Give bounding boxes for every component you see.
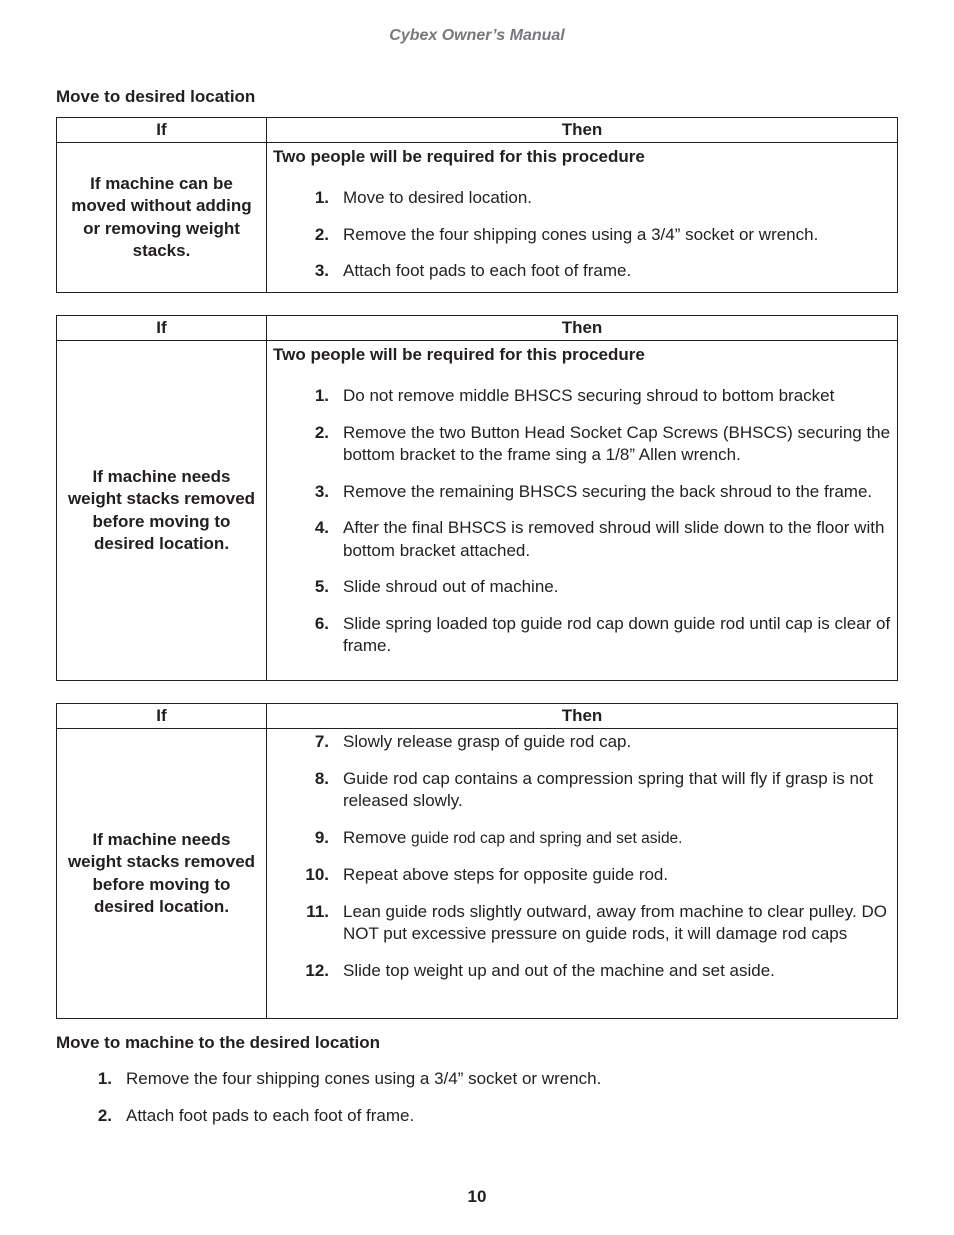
step-text-small: guide rod cap and spring and set aside. [411, 829, 683, 847]
step-text: Slide top weight up and out of the machine and set aside. [343, 960, 775, 980]
step-list [273, 187, 891, 283]
step-number: 2. [314, 224, 329, 244]
step-text: Slowly release grasp of guide rod cap. [343, 732, 632, 751]
step-number: 4. [314, 518, 329, 537]
step-number: 6. [314, 613, 329, 633]
list-item [273, 481, 891, 504]
procedure-table-2 [56, 315, 898, 681]
step-text: Remove the four shipping cones using a 3/4” socket or wrench. [343, 224, 819, 244]
list-item [273, 827, 891, 851]
list-item [273, 731, 891, 754]
step-number: 2. [97, 1106, 112, 1125]
column-header-then: Then [267, 316, 898, 341]
if-condition: If machine needs weight stacks removed before moving to desired location. [57, 341, 267, 681]
step-text: Slide spring loaded top guide rod cap down guide rod until cap is clear of frame. [343, 613, 891, 655]
procedure-note: Two people will be required for this procedure [273, 147, 645, 166]
final-step-list [56, 1068, 898, 1127]
step-number: 3. [314, 261, 329, 280]
list-item [273, 768, 891, 813]
step-text: Attach foot pads to each foot of frame. [126, 1106, 415, 1125]
list-item [273, 260, 891, 283]
section-heading-machine: Move to machine to the desired location [56, 1033, 380, 1052]
column-header-then: Then [267, 704, 898, 729]
then-cell [267, 729, 898, 1019]
step-text: Guide rod cap contains a compression spring that will fly if grasp is not released slowly. [343, 768, 874, 810]
list-item [273, 960, 891, 983]
list-item [273, 385, 891, 408]
step-text: Remove [343, 827, 407, 847]
column-header-if: If [57, 118, 267, 143]
then-cell [267, 143, 898, 293]
column-header-then: Then [267, 118, 898, 143]
step-list [273, 385, 891, 658]
step-number: 1. [314, 386, 329, 405]
step-number: 3. [314, 481, 329, 501]
page-number: 10 [467, 1187, 487, 1206]
list-item [273, 613, 891, 658]
column-header-if: If [57, 316, 267, 341]
step-number: 11. [306, 901, 329, 921]
step-number: 1. [97, 1069, 112, 1088]
step-text: Remove the two Button Head Socket Cap Screws (BHSCS) securing the bottom bracket to the frame sing a 1/8” Allen wrench. [343, 422, 891, 464]
procedure-note: Two people will be required for this procedure [273, 345, 645, 364]
step-text: Repeat above steps for opposite guide rod. [343, 865, 669, 884]
step-number: 9. [314, 827, 329, 847]
step-text: Lean guide rods slightly outward, away from machine to clear pulley. DO NOT put excessive pressure on guide rods, it will damage rod caps [343, 901, 887, 943]
step-text: Remove the four shipping cones using a 3/4” socket or wrench. [126, 1069, 602, 1088]
list-item [273, 576, 891, 599]
step-text: Move to desired location. [343, 188, 532, 207]
step-number: 12. [305, 960, 329, 980]
list-item [56, 1105, 898, 1127]
running-header: Cybex Owner’s Manual [389, 27, 565, 44]
then-cell [267, 341, 898, 681]
list-item [273, 517, 891, 562]
step-number: 8. [314, 768, 329, 788]
step-number: 10. [305, 865, 329, 884]
step-text: Remove the remaining BHSCS securing the back shroud to the frame. [343, 481, 873, 501]
step-text: After the final BHSCS is removed shroud will slide down to the floor with bottom bracket attached. [343, 518, 885, 560]
step-list [273, 731, 891, 982]
list-item [56, 1068, 898, 1090]
step-number: 2. [314, 422, 329, 442]
step-number: 7. [314, 732, 329, 751]
list-item [273, 224, 891, 247]
step-number: 1. [314, 188, 329, 207]
step-text: Do not remove middle BHSCS securing shroud to bottom bracket [343, 386, 835, 405]
step-text: Attach foot pads to each foot of frame. [343, 261, 632, 280]
if-condition: If machine needs weight stacks removed before moving to desired location. [57, 729, 267, 1019]
list-item [273, 187, 891, 210]
procedure-table-1 [56, 117, 898, 293]
step-number: 5. [314, 577, 329, 596]
section-heading-move: Move to desired location [56, 87, 256, 106]
list-item [273, 422, 891, 467]
procedure-table-3 [56, 703, 898, 1019]
if-condition: If machine can be moved without adding or removing weight stacks. [57, 143, 267, 293]
step-text: Slide shroud out of machine. [343, 577, 559, 596]
list-item [273, 901, 891, 946]
list-item [273, 864, 891, 887]
column-header-if: If [57, 704, 267, 729]
